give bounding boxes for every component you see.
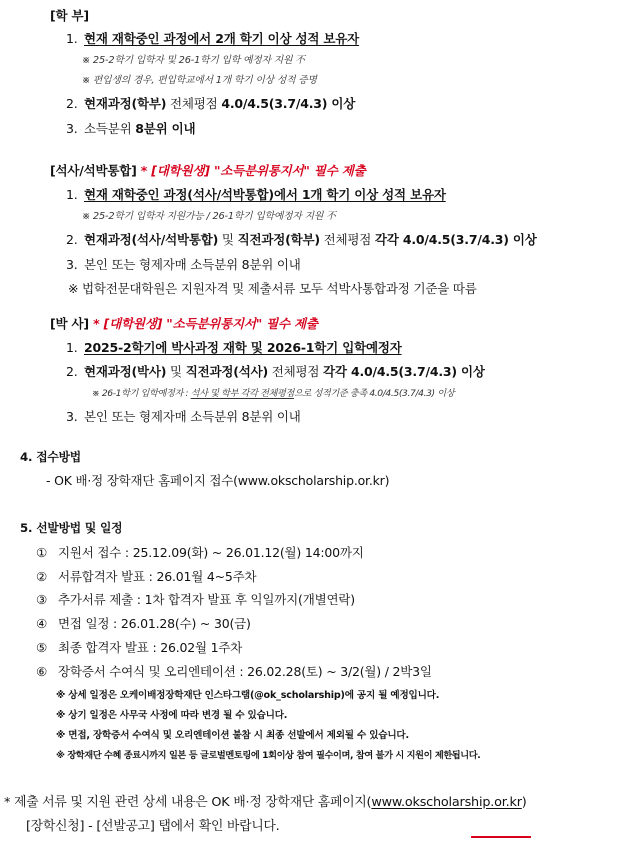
item-text: 전체평점 xyxy=(319,232,375,247)
footer-text: ) xyxy=(521,795,527,810)
item-text-bold: 직전과정(학부) xyxy=(237,232,320,247)
item-text-bold: 직전과정(석사) xyxy=(185,364,268,379)
phd-item-1 xyxy=(66,340,402,355)
item-text-bold: 8분위 이내 xyxy=(135,121,196,136)
undergrad-item-2 xyxy=(66,96,355,111)
selection-heading: 5. 선발방법 및 일정 xyxy=(20,521,123,535)
item-text: 현재 재학중인 과정에서 2개 학기 이상 성적 보유자 xyxy=(84,31,360,46)
schedule-step xyxy=(36,592,355,607)
schedule-step xyxy=(36,545,364,560)
undergrad-heading: [학 부] xyxy=(50,8,89,23)
schedule-step xyxy=(36,640,242,655)
item-number: 3. xyxy=(66,121,78,136)
step-marker: ② xyxy=(36,568,48,584)
footer-line-2: [장학신청] - [선발공고] 탭에서 확인 바랍니다. xyxy=(26,819,280,834)
phd-heading xyxy=(50,316,318,331)
item-text: 전체평점 xyxy=(267,364,324,379)
item-text: 현재 재학중인 과정(석사/석박통합)에서 1개 학기 이상 성적 보유자 xyxy=(84,187,446,202)
undergrad-note-2: ※ 편입생의 경우, 편입학교에서 1개 학기 이상 성적 증명 xyxy=(82,75,317,86)
schedule-note: ※ 면접, 장학증서 수여식 및 오리엔테이션 불참 시 최종 선발에서 제외될 수 있습니다. xyxy=(56,730,409,741)
heading-text: [박 사] xyxy=(50,316,89,331)
step-marker: ⑥ xyxy=(36,663,48,679)
undergrad-item-3 xyxy=(66,121,195,136)
schedule-step xyxy=(36,664,432,679)
required-notice: * [대학원생] "소득분위통지서" 필수 제출 xyxy=(88,316,318,331)
step-text: 면접 일정 : 26.01.28(수) ~ 30(금) xyxy=(58,616,251,632)
item-text: 소득분위 xyxy=(84,121,136,136)
homepage-link[interactable]: www.okscholarship.or.kr xyxy=(371,795,522,810)
step-marker: ① xyxy=(36,545,48,560)
item-number: 1. xyxy=(66,340,78,355)
step-marker: ⑤ xyxy=(36,639,48,655)
master-item-3 xyxy=(66,257,301,272)
item-text: 본인 또는 형제자매 소득분위 8분위 이내 xyxy=(84,257,301,272)
item-score: 각각 4.0/4.5(3.7/4.3) 이상 xyxy=(374,232,537,247)
item-text: 및 xyxy=(166,364,186,379)
required-notice: * [대학원생] "소득분위통지서" 필수 제출 xyxy=(136,163,366,178)
item-text-bold: 현재과정(학부) xyxy=(84,96,167,111)
item-number: 3. xyxy=(66,257,78,272)
schedule-step xyxy=(36,569,256,584)
step-marker: ④ xyxy=(36,616,48,632)
footer-text: * 제출 서류 및 지원 관련 상세 내용은 OK 배·정 장학재단 홈페이지( xyxy=(4,795,372,810)
schedule-note: ※ 상세 일정은 오케이배정장학재단 인스타그램(@ok_scholarship)에 공지 될 예정입니다. xyxy=(56,690,440,701)
item-number: 3. xyxy=(66,409,78,424)
item-number: 1. xyxy=(66,187,78,202)
undergrad-item-1 xyxy=(66,31,359,46)
note-text: ※ 26-1학기 입학예정자 : xyxy=(92,388,191,399)
item-number: 2. xyxy=(66,232,78,247)
heading-text: [석사/석박통합] xyxy=(50,163,137,178)
schedule-note: ※ 상기 일정은 사무국 사정에 따라 변경 될 수 있습니다. xyxy=(56,710,288,721)
footer-line-1 xyxy=(4,795,527,810)
item-number: 2. xyxy=(66,364,78,379)
phd-item-3 xyxy=(66,409,301,424)
item-text-bold: 현재과정(석사/석박통합) xyxy=(84,232,219,247)
step-text: 추가서류 제출 : 1차 합격자 발표 후 익일까지(개별연락) xyxy=(58,592,355,608)
master-item-1 xyxy=(66,187,446,202)
step-text: 장학증서 수여식 및 오리엔테이션 : 26.02.28(토) ~ 3/2(월) / 2박3일 xyxy=(58,663,432,679)
item-text-bold: 현재과정(박사) xyxy=(84,364,167,379)
item-text: 및 xyxy=(218,232,238,247)
step-text: 최종 합격자 발표 : 26.02월 1주차 xyxy=(58,639,243,655)
item-score: 4.0/4.5(3.7/4.3) 이상 xyxy=(221,96,356,111)
step-text: 서류합격자 발표 : 26.01월 4~5주차 xyxy=(58,568,257,584)
note-text-underline: 석사 및 학부 각각 전체평점 xyxy=(190,388,294,399)
item-number: 1. xyxy=(66,31,78,46)
master-note-2: ※ 법학전문대학원은 지원자격 및 제출서류 모두 석박사통합과정 기준을 따름 xyxy=(68,281,477,296)
item-score: 각각 4.0/4.5(3.7/4.3) 이상 xyxy=(323,364,485,379)
phd-note-1 xyxy=(92,388,454,399)
item-text: 본인 또는 형제자매 소득분위 8분위 이내 xyxy=(84,409,301,424)
apply-line: - OK 배·정 장학재단 홈페이지 접수(www.okscholarship.or.kr) xyxy=(46,473,390,488)
step-text: 지원서 접수 : 25.12.09(화) ~ 26.01.12(월) 14:00까지 xyxy=(58,545,364,560)
master-item-2 xyxy=(66,232,537,247)
phd-item-2 xyxy=(66,364,485,379)
schedule-note: ※ 장학재단 수혜 종료시까지 일본 등 글로벌멘토링에 1회이상 참여 필수이며, 참여 불가 시 지원이 제한됩니다. xyxy=(56,750,481,761)
master-note-1: ※ 25-2학기 입학자 지원가능 / 26-1학기 입학예정자 지원 不 xyxy=(82,211,336,222)
note-text: 으로 성적기준 충족 4.0/4.5(3.7/4.3) 이상 xyxy=(293,388,455,399)
apply-heading: 4. 접수방법 xyxy=(20,450,81,464)
step-marker: ③ xyxy=(36,592,48,608)
item-text: 2025-2학기에 박사과정 재학 및 2026-1학기 입학예정자 xyxy=(84,340,402,355)
red-accent-bar xyxy=(471,836,531,838)
item-number: 2. xyxy=(66,96,78,111)
undergrad-note-1: ※ 25-2학기 입학자 및 26-1학기 입학 예정자 지원 不 xyxy=(82,55,305,66)
item-text: 전체평점 xyxy=(166,96,222,111)
master-heading xyxy=(50,163,366,178)
schedule-step xyxy=(36,616,251,631)
